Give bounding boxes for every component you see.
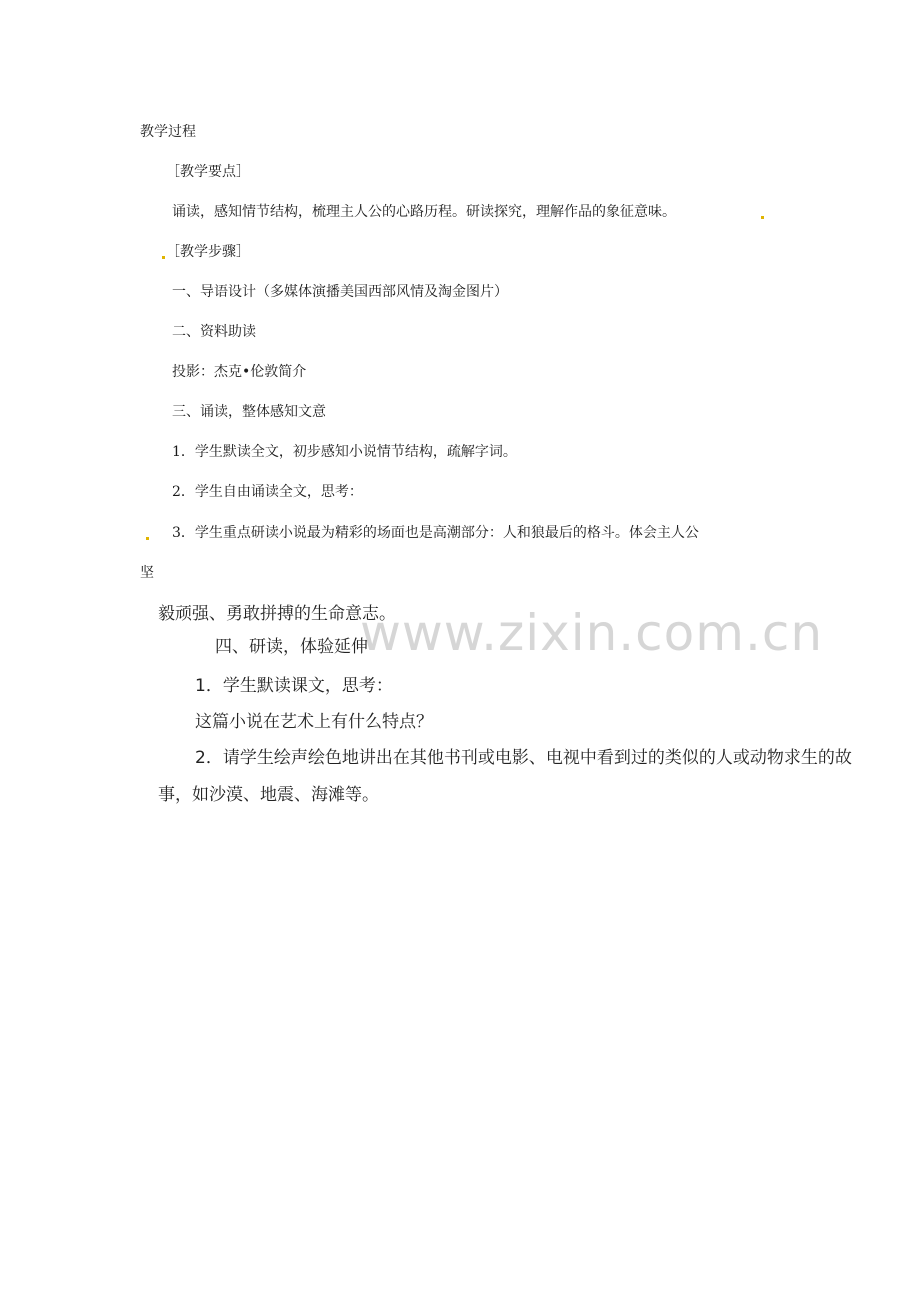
steps-label: ［教学步骤］ (166, 244, 250, 260)
marker-dot (162, 256, 165, 259)
heading: 教学过程 (140, 124, 196, 140)
list-item: 3．学生重点研读小说最为精彩的场面也是高潮部分：人和狼最后的格斗。体会主人公 (172, 525, 699, 541)
list-item-continued: 坚 (140, 565, 154, 581)
key-points-label: ［教学要点］ (166, 164, 250, 180)
step-research: 四、研读，体验延伸 (215, 637, 368, 657)
projection-note: 投影：杰克•伦敦简介 (172, 364, 307, 380)
list-item-continued: 事，如沙漠、地震、海滩等。 (158, 785, 379, 805)
list-item: 1．学生默读全文，初步感知小说情节结构，疏解字词。 (172, 444, 517, 460)
list-item: 1．学生默读课文，思考： (195, 676, 393, 696)
step-reading: 三、诵读，整体感知文意 (172, 404, 326, 420)
marker-dot (146, 537, 149, 540)
watermark: www.zixin.com.cn (360, 604, 824, 662)
step-materials: 二、资料助读 (172, 324, 256, 340)
list-item: 2．请学生绘声绘色地讲出在其他书刊或电影、电视中看到过的类似的人或动物求生的故 (195, 748, 852, 768)
key-points-text: 诵读，感知情节结构，梳理主人公的心路历程。研读探究，理解作品的象征意味。 (172, 204, 676, 220)
marker-dot (761, 216, 764, 219)
list-item: 2．学生自由诵读全文，思考： (172, 484, 363, 500)
list-item-continued: 毅顽强、勇敢拼搏的生命意志。 (158, 604, 396, 624)
step-intro: 一、导语设计（多媒体演播美国西部风情及淘金图片） (172, 284, 508, 300)
question-text: 这篇小说在艺术上有什么特点？ (195, 712, 433, 732)
